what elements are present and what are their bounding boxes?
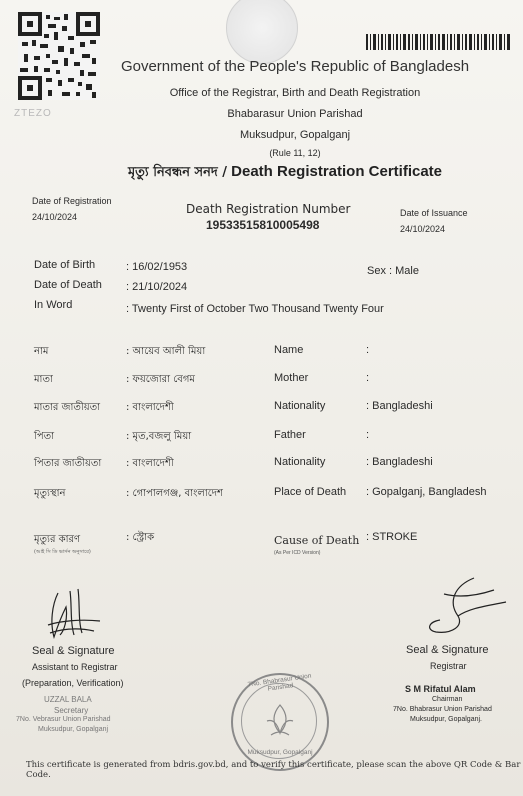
row-en-value: : — [366, 344, 370, 356]
place-heading: Muksudpur, Gopalganj — [239, 129, 351, 141]
union-parishad-stamp — [231, 673, 329, 771]
stamp-bottom-text: Muksudpur, Gopalganj — [247, 749, 313, 756]
footer-note: This certificate is generated from bdris.gov.bd, and to verify this certificate, please scan the above QR Code & Bar Code. — [26, 760, 521, 780]
union-heading: Bhabarasur Union Parishad — [227, 108, 363, 120]
row-name — [0, 342, 523, 358]
registrar-signature-icon — [414, 572, 514, 642]
cause-bn-value: : স্ট্রোক — [126, 532, 155, 543]
row-father — [0, 427, 523, 443]
row-bn-label: পিতা — [34, 431, 55, 442]
certificate-title-bn: মৃত্যু নিবন্ধন সনদ / — [127, 165, 227, 180]
cause-en-label: Cause of Death — [274, 534, 360, 547]
date-of-registration-label: Date of Registration — [32, 196, 112, 206]
right-seal-signature: Seal & Signature — [406, 644, 489, 656]
dob-label: Date of Birth — [34, 259, 96, 271]
row-bn-value: : ফয়জোরা বেগম — [126, 374, 195, 385]
row-en-value: : — [366, 372, 370, 384]
left-role: Assistant to Registrar — [32, 662, 118, 672]
office-heading: Office of the Registrar, Birth and Death Registration — [169, 87, 421, 99]
date-of-issuance-label: Date of Issuance — [400, 208, 468, 218]
dob-value: : 16/02/1953 — [126, 261, 188, 273]
registrar-name: S M Rifatul Alam — [405, 684, 476, 694]
row-bn-label: পিতার জাতীয়তা — [34, 458, 102, 469]
left-stamp-place: Muksudpur, Gopalganj — [38, 726, 109, 733]
inword-label: In Word — [34, 299, 73, 311]
row-bn-label: মাতার জাতীয়তা — [34, 402, 101, 413]
row-bn-label: মাতা — [34, 374, 53, 385]
rule-text: (Rule 11, 12) — [269, 148, 321, 158]
right-role: Registrar — [430, 661, 467, 671]
cause-en-note: (As Per ICD Version) — [274, 550, 321, 556]
row-en-label: Mother — [274, 372, 309, 384]
date-of-issuance-value: 24/10/2024 — [400, 224, 446, 234]
registration-number-value: 19533515810005498 — [206, 218, 320, 232]
government-heading: Government of the People's Republic of Bangladesh — [120, 58, 470, 75]
dod-label: Date of Death — [34, 279, 102, 291]
row-bn-label: মৃত্যুস্থান — [34, 488, 66, 499]
cause-bn-note: (আই সি ডি ভার্সন অনুসারে) — [34, 549, 91, 555]
inword-value: : Twenty First of October Two Thousand Twenty Four — [126, 303, 384, 315]
row-en-value: : Gopalganj, Bangladesh — [366, 486, 487, 498]
row-mother — [0, 370, 523, 386]
row-en-value: : — [366, 429, 370, 441]
certificate-title-en: Death Registration Certificate — [231, 163, 443, 180]
left-seal-signature: Seal & Signature — [32, 645, 115, 657]
row-bn-value: : গোপালগঞ্জ, বাংলাদেশ — [126, 488, 223, 499]
registrar-org: 7No. Bhabrasur Union Parishad — [393, 706, 492, 713]
row-bn-value: : মৃত,বজলু মিয়া — [126, 431, 192, 442]
emblem-icon — [263, 703, 297, 739]
row-en-value: : Bangladeshi — [366, 400, 433, 412]
row-en-label: Father — [274, 429, 306, 441]
cause-bn-label: মৃত্যুর কারণ — [34, 534, 81, 545]
row-bn-value: : বাংলাদেশী — [126, 402, 174, 413]
sex-value: Sex : Male — [367, 265, 419, 277]
row-bn-value: : আয়েব আলী মিয়া — [126, 346, 206, 357]
barcode-icon — [366, 34, 510, 50]
assistant-signature-icon — [40, 585, 110, 645]
government-seal-icon — [226, 0, 298, 64]
left-stamp-org: 7No. Vebrasur Union Parishad — [16, 716, 111, 723]
row-bn-label: নাম — [34, 346, 49, 357]
left-stamp-title: Secretary — [54, 706, 89, 715]
qr-code-text: ZTEZO — [14, 108, 52, 119]
row-father-nationality — [0, 454, 523, 470]
certificate-title — [0, 163, 523, 184]
left-stamp-name: UZZAL BALA — [44, 695, 92, 704]
registrar-title: Chairman — [432, 696, 463, 703]
row-en-label: Name — [274, 344, 304, 356]
registration-number-label: Death Registration Number — [186, 202, 351, 216]
stamp-ring-text: 7No. Bhabrasur Union Parishad — [247, 672, 312, 693]
registrar-place: Muksudpur, Gopalganj. — [410, 716, 482, 723]
row-mother-nationality — [0, 398, 523, 414]
date-of-registration-value: 24/10/2024 — [32, 212, 78, 222]
row-bn-value: : বাংলাদেশী — [126, 458, 174, 469]
row-en-label: Nationality — [274, 400, 326, 412]
row-place-of-death — [0, 484, 523, 500]
left-note: (Preparation, Verification) — [22, 678, 124, 688]
row-en-value: : Bangladeshi — [366, 456, 433, 468]
cause-en-value: : STROKE — [366, 531, 418, 543]
row-en-label: Nationality — [274, 456, 326, 468]
row-en-label: Place of Death — [274, 486, 347, 498]
dod-value: : 21/10/2024 — [126, 281, 188, 293]
